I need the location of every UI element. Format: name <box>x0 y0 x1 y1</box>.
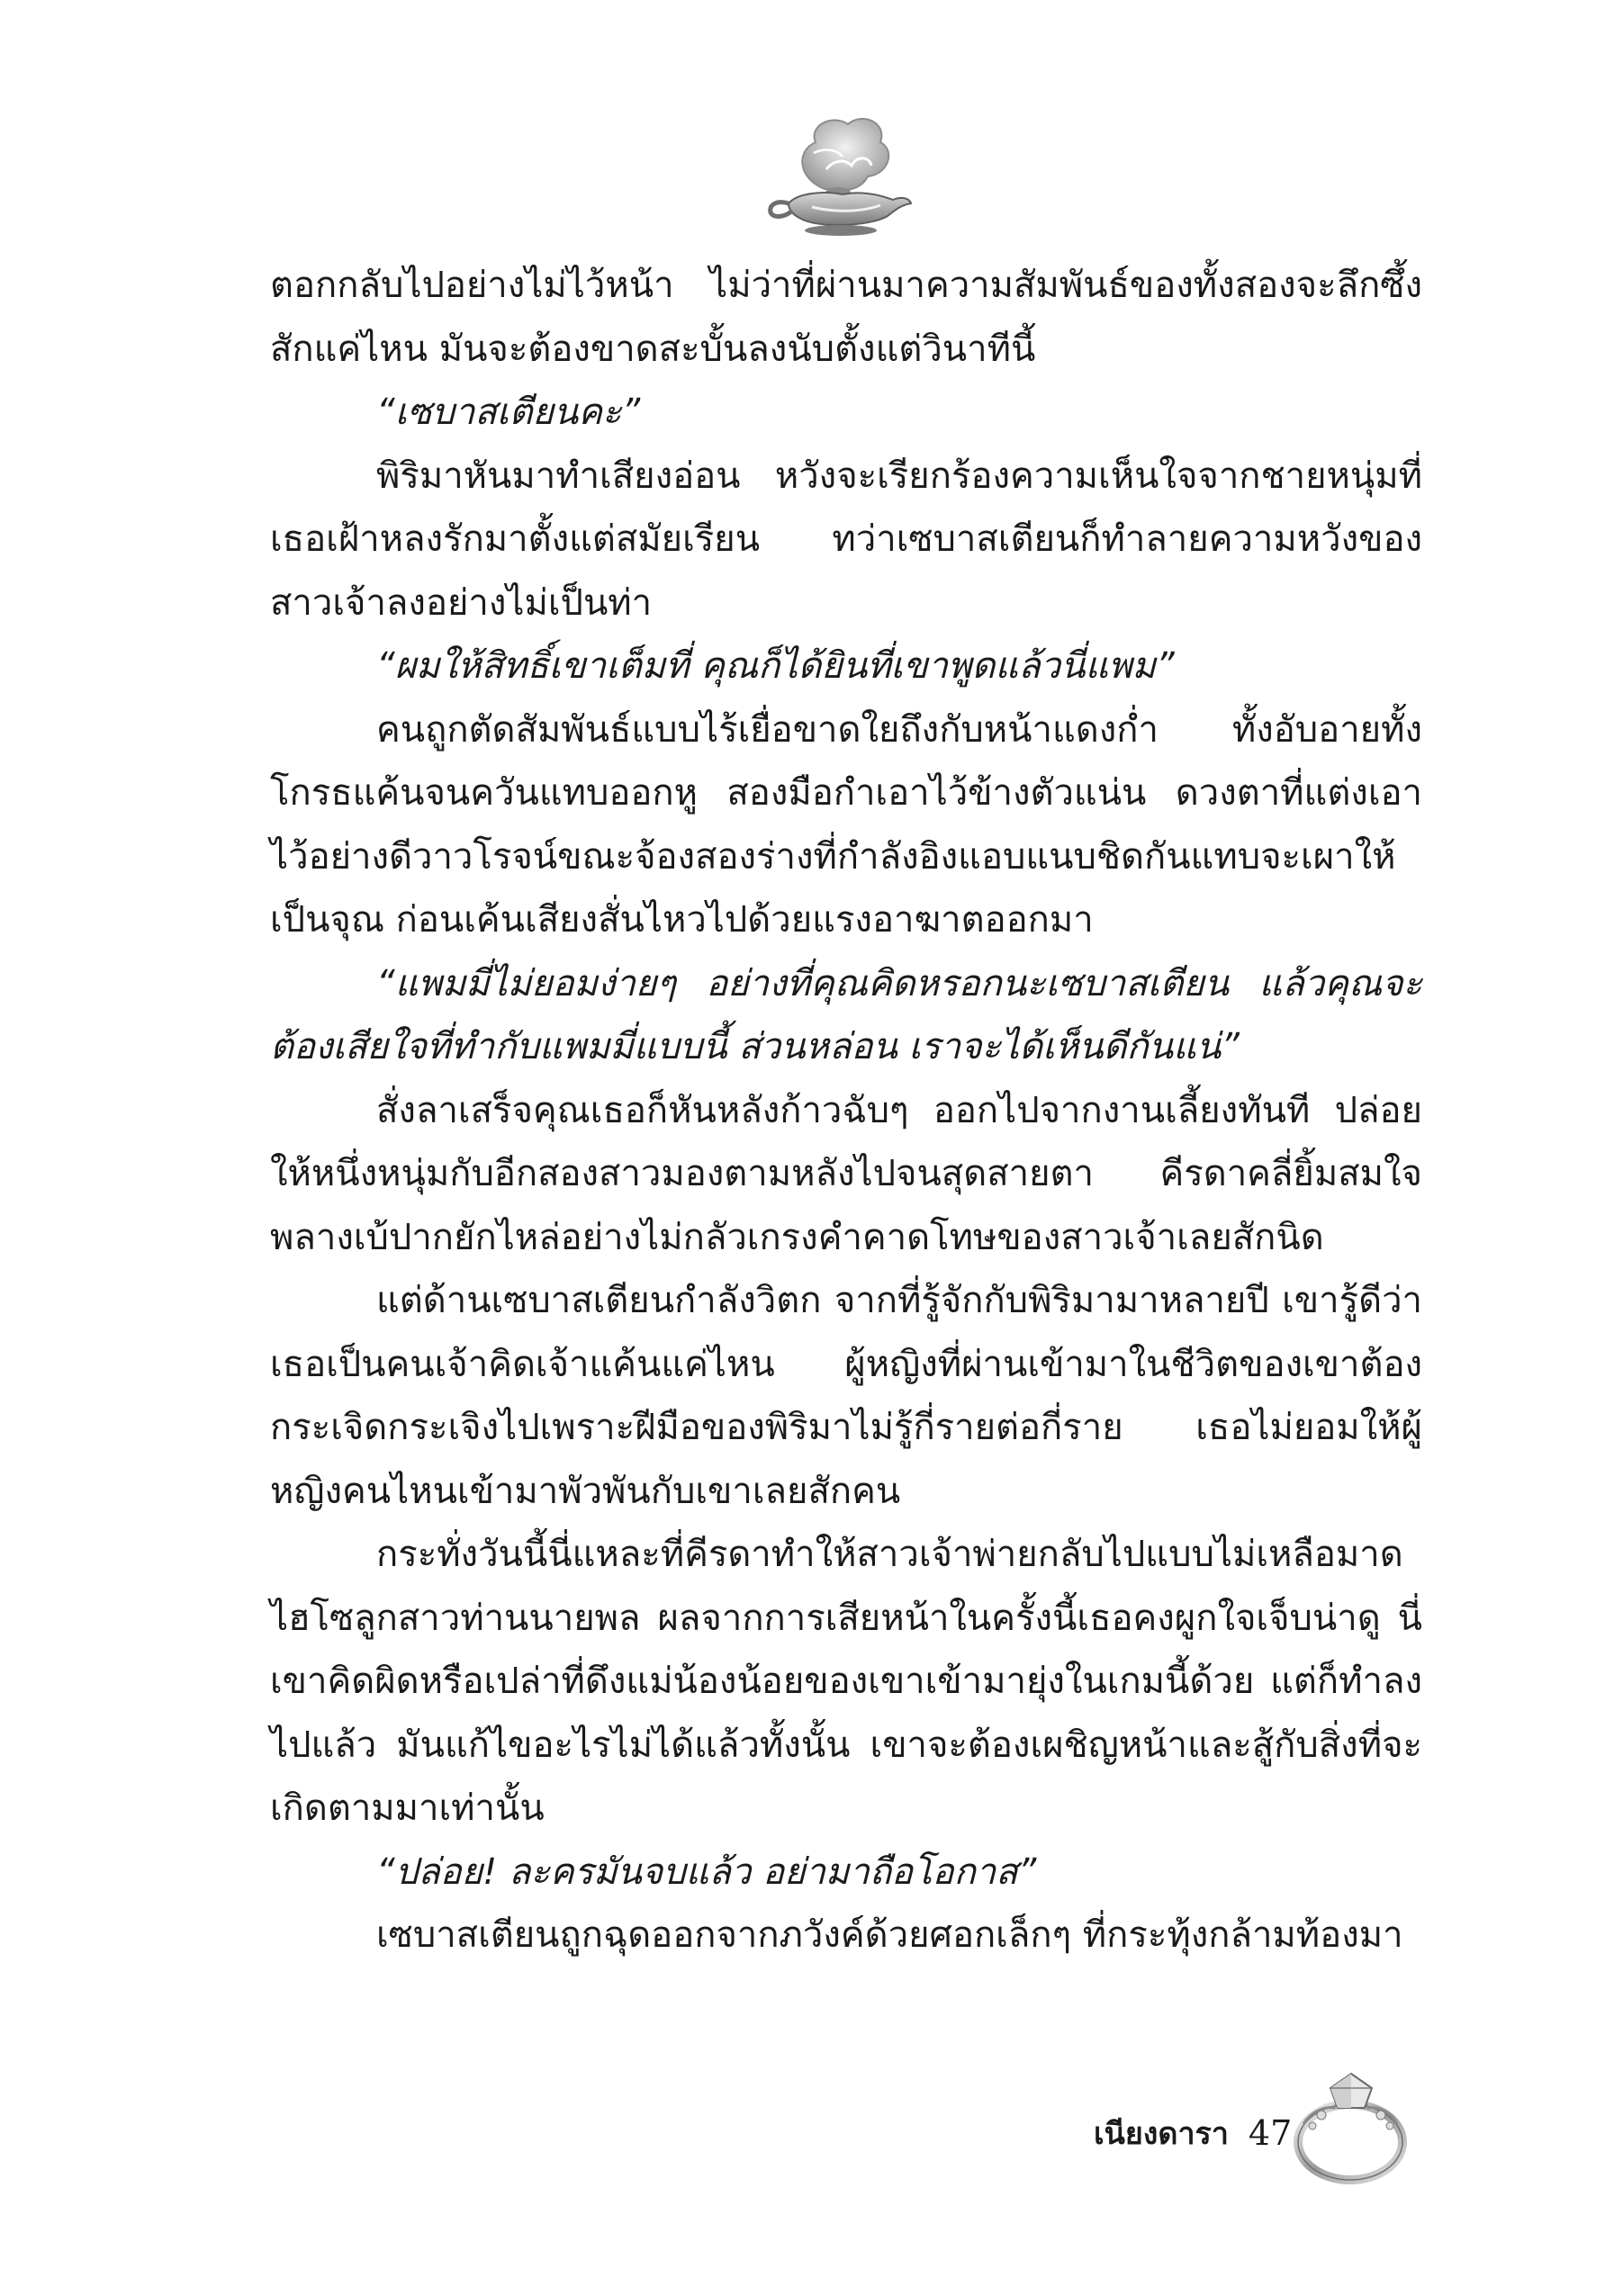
body-text <box>270 254 1422 1967</box>
paragraph-4-quote: “ผมให้สิทธิ์เขาเต็มที่ คุณก็ได้ยินที่เขาพูดแล้วนี่แพม” <box>376 645 1175 687</box>
paragraph-10-quote: “ปล่อย! ละครมันจบแล้ว อย่ามาถือโอกาส” <box>376 1850 1037 1893</box>
paragraph-2-quote: “เซบาสเตียนคะ” <box>376 392 641 433</box>
paragraph-8: แต่ด้านเซบาสเตียนกำลังวิตก จากที่รู้จักกับพิริมามาหลายปี เขารู้ดีว่าเธอเป็นคนเจ้าคิดเจ้าแค้นแค่ไหน ผู้หญิงที่ผ่านเข้ามาในชีวิตของเขาต้องกระเจิดกระเจิงไปเพราะฝีมือของพิริมาไม่รู้กี่รายต่อกี่ราย เธอไม่ยอมให้ผู้หญิงคนไหนเข้ามาพัวพันกับเขาเลยสักคน <box>270 1280 1422 1512</box>
diamond-ring-icon <box>1278 2061 1413 2196</box>
paragraph-6-quote: “แพมมี่ไม่ยอมง่ายๆ อย่างที่คุณคิดหรอกนะเซบาสเตียน แล้วคุณจะต้องเสียใจที่ทำกับแพมมี่แบบนี้ ส่วนหล่อน เราจะได้เห็นดีกันแน่” <box>270 962 1422 1067</box>
paragraph-1: ตอกกลับไปอย่างไม่ไว้หน้า ไม่ว่าที่ผ่านมาความสัมพันธ์ของทั้งสองจะลึกซึ้งสักแค่ไหน มันจะต้องขาดสะบั้นลงนับตั้งแต่วินาทีนี้ <box>270 265 1422 370</box>
genie-lamp-icon <box>762 106 915 241</box>
page-number: 47 <box>1248 2113 1293 2153</box>
paragraph-7: สั่งลาเสร็จคุณเธอก็หันหลังก้าวฉับๆ ออกไปจากงานเลี้ยงทันที ปล่อยให้หนึ่งหนุ่มกับอีกสองสาวมองตามหลังไปจนสุดสายตา คีรดาคลี่ยิ้มสมใจพลางเบ้ปากยักไหล่อย่างไม่กลัวเกรงคำคาดโทษของสาวเจ้าเลยสักนิด <box>270 1089 1422 1258</box>
paragraph-3: พิริมาหันมาทำเสียงอ่อน หวังจะเรียกร้องความเห็นใจจากชายหนุ่มที่เธอเฝ้าหลงรักมาตั้งแต่สมัยเรียน ทว่าเซบาสเตียนก็ทำลายความหวังของสาวเจ้าลงอย่างไม่เป็นท่า <box>270 455 1422 624</box>
paragraph-11: เซบาสเตียนถูกฉุดออกจากภวังค์ด้วยศอกเล็กๆ ที่กระทุ้งกล้ามท้องมา <box>376 1914 1403 1956</box>
paragraph-5: คนถูกตัดสัมพันธ์แบบไร้เยื่อขาดใยถึงกับหน้าแดงก่ำ ทั้งอับอายทั้งโกรธแค้นจนควันแทบออกหู สองมือกำเอาไว้ข้างตัวแน่น ดวงตาที่แต่งเอาไว้อย่างดีวาวโรจน์ขณะจ้องสองร่างที่กำลังอิงแอบแนบชิดกันแทบจะเผาให้เป็นจุณ ก่อนเค้นเสียงสั่นไหวไปด้วยแรงอาฆาตออกมา <box>270 708 1422 941</box>
paragraph-9: กระทั่งวันนี้นี่แหละที่คีรดาทำให้สาวเจ้าพ่ายกลับไปแบบไม่เหลือมาดไฮโซลูกสาวท่านนายพล ผลจากการเสียหน้าในครั้งนี้เธอคงผูกใจเจ็บน่าดู นี่เขาคิดผิดหรือเปล่าที่ดึงแม่น้องน้อยของเขาเข้ามายุ่งในเกมนี้ด้วย แต่ก็ทำลงไปแล้ว มันแก้ไขอะไรไม่ได้แล้วทั้งนั้น เขาจะต้องเผชิญหน้าและสู้กับสิ่งที่จะเกิดตามมาเท่านั้น <box>270 1534 1422 1829</box>
page-footer <box>1094 2106 1292 2160</box>
book-title: เนียงดารา <box>1094 2116 1229 2152</box>
